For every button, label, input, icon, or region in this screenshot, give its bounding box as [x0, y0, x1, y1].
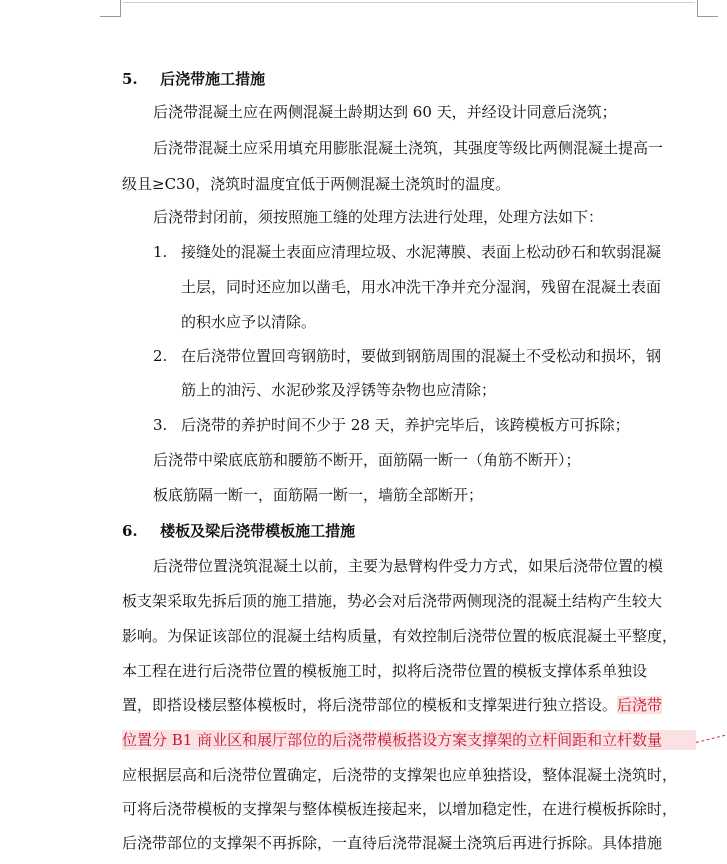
paragraph: 级且≥C30，浇筑时温度宜低于两侧混凝土浇筑时的温度。 [122, 175, 511, 193]
paragraph: 后浇带封闭前，须按照施工缝的处理方法进行处理，处理方法如下： [153, 208, 604, 226]
paragraph: 后浇带混凝土应在两侧混凝土龄期达到 60 天，并经设计同意后浇筑； [153, 103, 617, 121]
list-item-line: 在后浇带位置回弯钢筋时，要做到钢筋周围的混凝土不受松动和损坏，钢 [181, 347, 662, 365]
tracked-change-highlight-line: 位置分 B1 商业区和展厅部位的后浇带模板搭设方案支撑架的立杆间距和立杆数量 [122, 730, 696, 750]
paragraph: 板底筋隔一断一，面筋隔一断一，墙筋全部断开； [153, 486, 484, 504]
section-6-title: 楼板及梁后浇带模板施工措施 [160, 522, 356, 540]
list-item-line: 的积水应予以清除。 [181, 313, 317, 331]
page-corner-mark-right [697, 0, 718, 17]
paragraph-line: 应根据层高和后浇带位置确定，后浇带的支撑架也应单独搭设，整体混凝土浇筑时， [122, 766, 678, 784]
list-item-line: 后浇带的养护时间不少于 28 天，养护完毕后，该跨模板方可拆除； [181, 416, 630, 434]
paragraph-line: 后浇带位置浇筑混凝土以前，主要为悬臂构件受力方式，如果后浇带位置的模 [153, 557, 664, 575]
revision-balloon-connector [696, 735, 725, 743]
header-rule [123, 2, 695, 3]
list-number: 2. [153, 347, 168, 365]
list-item-line: 接缝处的混凝土表面应清理垃圾、水泥薄膜、表面上松动砂石和软弱混凝 [181, 243, 662, 261]
section-5-number: 5. [122, 70, 138, 88]
paragraph-line: 可将后浇带模板的支撑架与整体模板连接起来，以增加稳定性，在进行模板拆除时， [122, 800, 678, 818]
paragraph-line [122, 695, 662, 715]
paragraph: 后浇带中梁底底筋和腰筋不断开，面筋隔一断一（角筋不断开）； [153, 451, 581, 469]
paragraph-line: 影响。为保证该部位的混凝土结构质量，有效控制后浇带位置的板底混凝土平整度， [122, 627, 678, 645]
paragraph-line: 本工程在进行后浇带位置的模板施工时，拟将后浇带位置的模板支撑体系单独设 [122, 662, 648, 680]
list-item-line: 土层，同时还应加以凿毛，用水冲洗干净并充分湿润，残留在混凝土表面 [181, 278, 662, 296]
tracked-change-highlight: 后浇带 [617, 696, 663, 714]
list-item-line: 筋上的油污、水泥砂浆及浮锈等杂物也应清除； [181, 381, 497, 399]
section-6-number: 6. [122, 522, 138, 540]
list-number: 1. [153, 243, 168, 261]
list-number: 3. [153, 416, 168, 434]
page-corner-mark-left [100, 0, 121, 17]
paragraph: 后浇带混凝土应采用填充用膨胀混凝土浇筑，其强度等级比两侧混凝土提高一 [153, 139, 664, 157]
section-5-title: 后浇带施工措施 [160, 70, 266, 88]
section-5-heading [122, 69, 265, 89]
section-6-heading [122, 521, 355, 541]
paragraph-line: 板支架采取先拆后顶的施工措施，势必会对后浇带两侧现浇的混凝土结构产生较大 [122, 592, 663, 610]
paragraph-text: 置，即搭设楼层整体模板时，将后浇带部位的模板和支撑架进行独立搭设。 [122, 696, 618, 714]
paragraph-line: 后浇带部位的支撑架不再拆除，一直待后浇带混凝土浇筑后再进行拆除。具体措施 [122, 834, 663, 852]
